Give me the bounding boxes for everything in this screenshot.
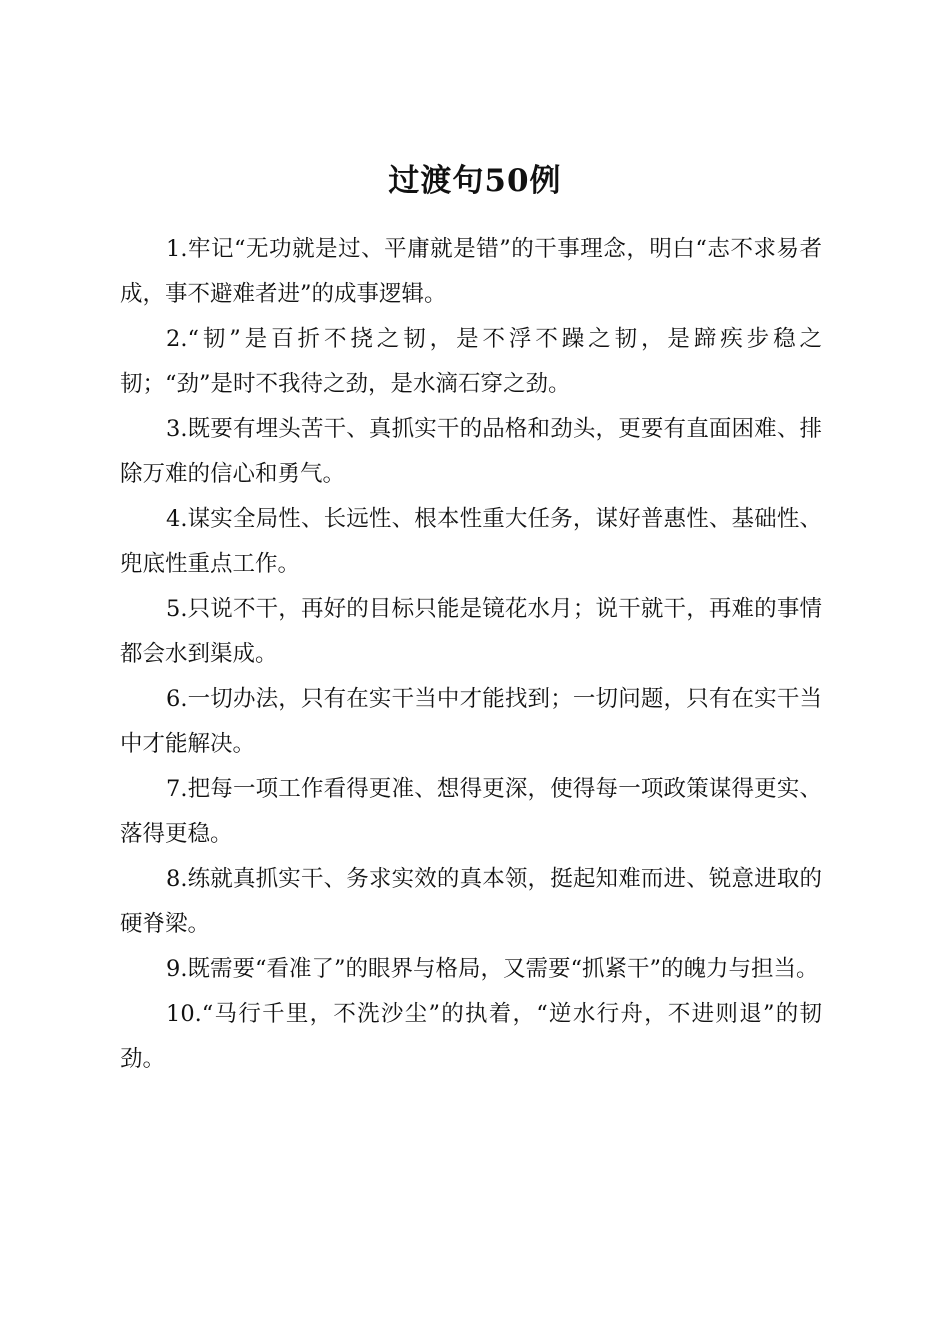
list-item: 4.谋实全局性、长远性、根本性重大任务，谋好普惠性、基础性、兜底性重点工作。	[120, 506, 822, 577]
list-item: 10.“马行千里，不洗沙尘”的执着，“逆水行舟，不进则退”的韧劲。	[120, 1001, 822, 1072]
document-title: 过渡句50例	[388, 162, 562, 199]
list-item: 6.一切办法，只有在实干当中才能找到；一切问题，只有在实干当中才能解决。	[120, 686, 822, 757]
list-item: 2.“韧”是百折不挠之韧，是不浮不躁之韧，是蹄疾步稳之韧；“劲”是时不我待之劲，是水滴石穿之劲。	[120, 326, 822, 397]
list-item: 1.牢记“无功就是过、平庸就是错”的干事理念，明白“志不求易者成，事不避难者进”的成事逻辑。	[120, 236, 822, 307]
list-item: 9.既需要“看准了”的眼界与格局，又需要“抓紧干”的魄力与担当。	[166, 956, 819, 982]
list-item: 8.练就真抓实干、务求实效的真本领，挺起知难而进、锐意进取的硬脊梁。	[120, 866, 822, 937]
list-item: 5.只说不干，再好的目标只能是镜花水月；说干就干，再难的事情都会水到渠成。	[120, 596, 822, 667]
document-body	[120, 227, 822, 1082]
list-item: 3.既要有埋头苦干、真抓实干的品格和劲头，更要有直面困难、排除万难的信心和勇气。	[120, 416, 822, 487]
list-item: 7.把每一项工作看得更准、想得更深，使得每一项政策谋得更实、落得更稳。	[120, 776, 822, 847]
